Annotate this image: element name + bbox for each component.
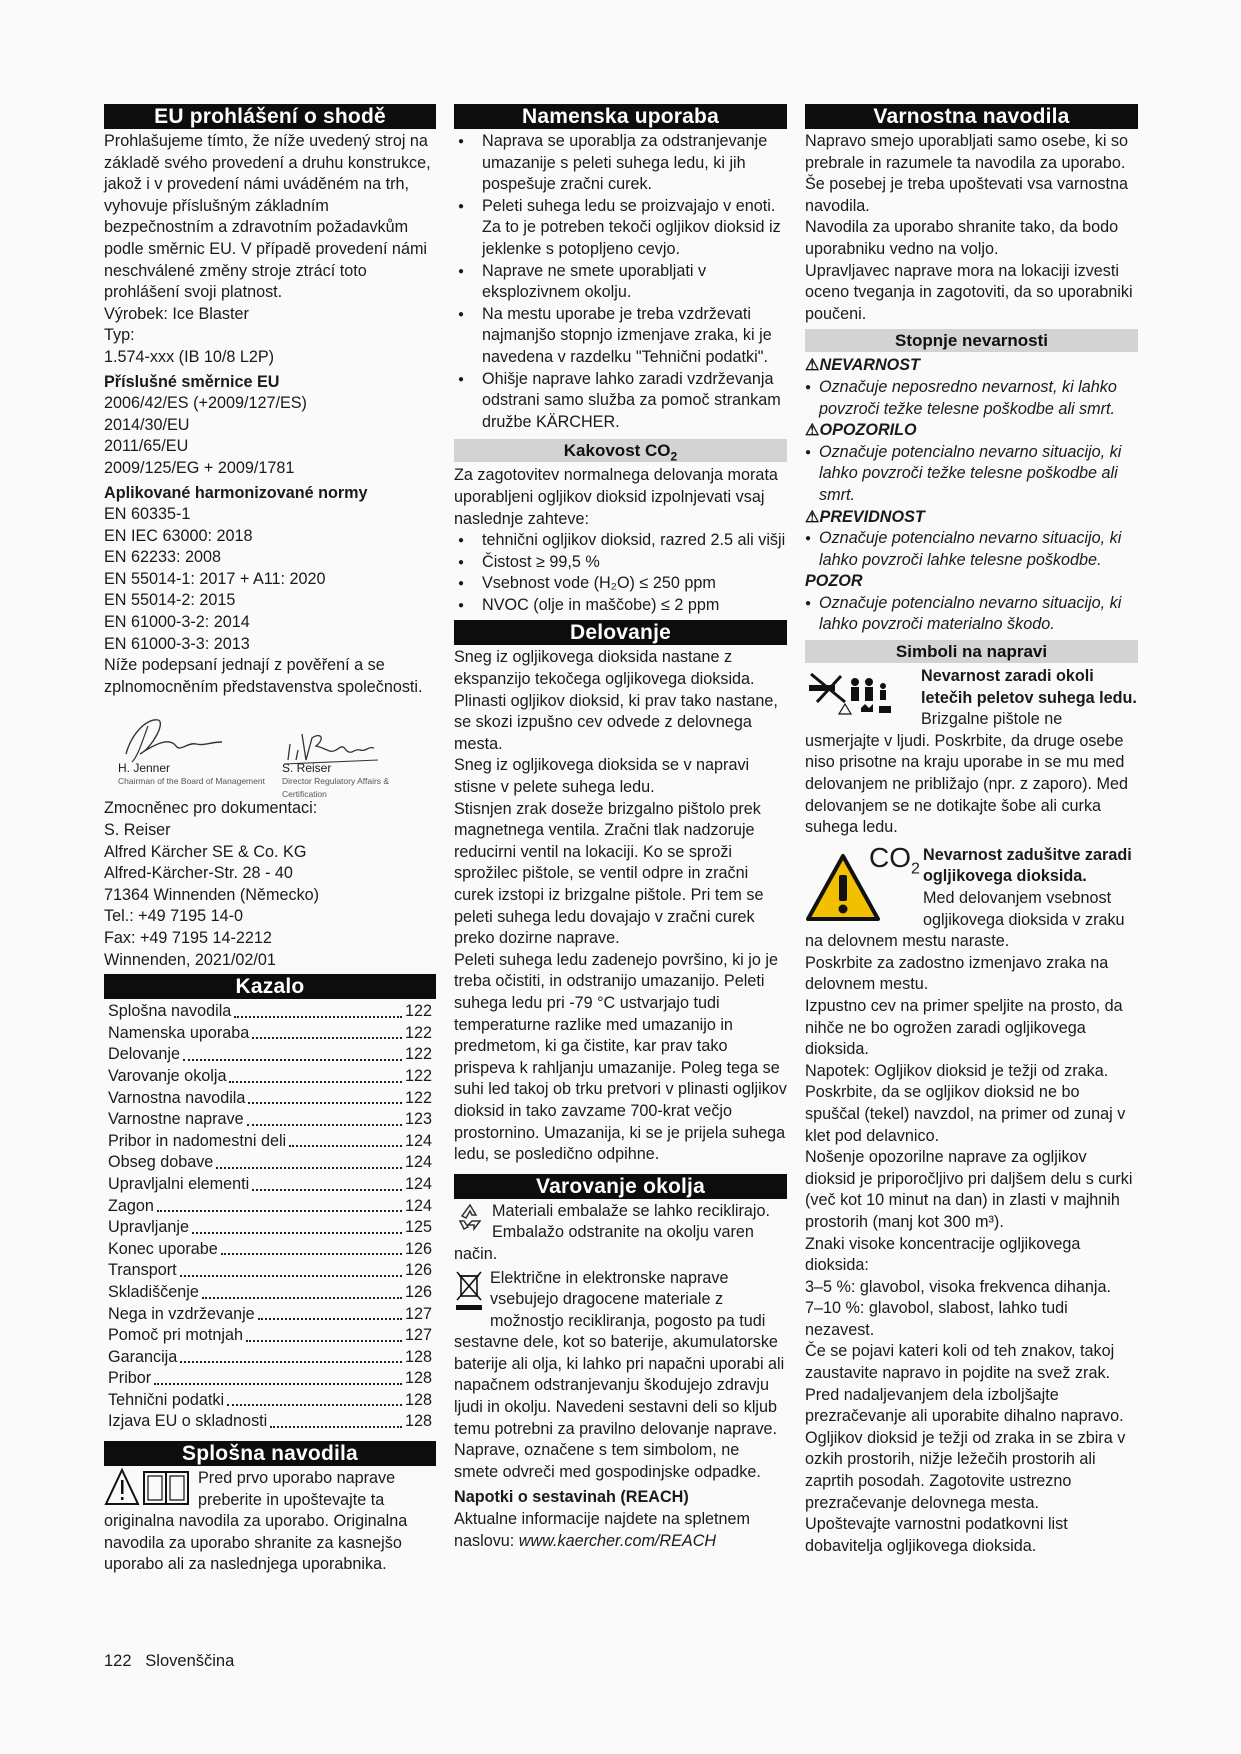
toc-entry-label: Varnostna navodila <box>108 1088 246 1107</box>
toc-entry[interactable] <box>104 1109 436 1131</box>
toc-heading: Kazalo <box>104 974 436 999</box>
toc-entry-page: 126 <box>404 1282 432 1301</box>
directives-heading: Příslušné směrnice EU <box>104 372 280 391</box>
co2-label <box>869 843 920 885</box>
page-footer <box>104 1652 234 1671</box>
product-line: Výrobek: Ice Blaster <box>104 304 249 323</box>
toc-leader-dots <box>221 1253 402 1255</box>
toc-entry[interactable] <box>104 1152 436 1174</box>
column-middle <box>454 104 787 1552</box>
reach-text-label: Aktualne informacije najdete na spletnem naslovu: <box>454 1510 751 1550</box>
co2-quality-item: ● Čistost ≥ 99,5 % <box>454 552 787 574</box>
co2-safety-paragraph: 3–5 %: glavobol, visoka frekvenca dihanja. <box>805 1277 1111 1296</box>
environment-block-2 <box>454 1268 787 1484</box>
directive-item: 2006/42/ES (+2009/127/ES) <box>104 394 307 413</box>
eu-declaration-heading: EU prohlášení o shodě <box>104 104 436 129</box>
norm-item: EN 55014-2: 2015 <box>104 591 236 610</box>
hazard-level-heading <box>805 420 1138 442</box>
flying-pellets-icon <box>805 666 915 716</box>
toc-entry-page: 122 <box>404 1002 432 1021</box>
recycling-icon <box>454 1201 486 1233</box>
norm-item: EN 61000-3-3: 2013 <box>104 634 250 653</box>
toc-entry-label: Transport <box>108 1261 177 1280</box>
toc-entry[interactable] <box>104 1044 436 1066</box>
environment-heading: Varovanje okolja <box>454 1174 787 1199</box>
type-label: Typ: <box>104 326 135 345</box>
toc-leader-dots <box>180 1361 402 1363</box>
type-value: 1.574-xxx (IB 10/8 L2P) <box>104 347 275 366</box>
reach-text <box>454 1509 787 1552</box>
toc-entry-page: 122 <box>404 1045 432 1064</box>
toc-leader-dots <box>289 1145 402 1147</box>
toc-entry-page: 122 <box>404 1088 432 1107</box>
environment-text-2: Električne in elektronske naprave vsebujejo dragocene materiale z možnostjo recikliranja, pogosto pa tudi sestavne dele, kot so baterije, akumulatorske baterije ali olja, ki lahko pri napačni uporabi ali napačnem odstranjevanju škodujejo zdravju ljudi in okolju. Navedeni sestavni deli so kljub temu potrebni za pravilno delovanje naprave. Naprave, označene s tem simbolom, ne smete odvreči med gospodinjske odpadke. <box>454 1268 785 1481</box>
toc-entry-label: Konec uporabe <box>108 1239 218 1258</box>
signer-2-name: S. Reiser <box>282 761 332 776</box>
toc-entry-label: Namenska uporaba <box>108 1023 250 1042</box>
toc-entry-label: Upravljalni elementi <box>108 1174 250 1193</box>
co2-quality-title: Kakovost CO <box>563 441 671 461</box>
hazard-level-name: OPOZORILO <box>819 421 917 440</box>
toc-entry-label: Pomoč pri motnjah <box>108 1326 243 1345</box>
toc-entry[interactable] <box>104 1023 436 1045</box>
general-heading: Splošna navodila <box>104 1441 436 1466</box>
column-left <box>104 104 436 1576</box>
intended-use-item: ● Na mestu uporabe je treba vzdrževati najmanjšo stopnjo izmenjave zraka, ki je navedena v razdelku "Tehnični podatki". <box>454 304 787 369</box>
safety-heading: Varnostna navodila <box>805 104 1138 129</box>
toc-entry-label: Varnostne naprave <box>108 1110 244 1129</box>
toc-entry-label: Pribor in nadomestni deli <box>108 1131 287 1150</box>
symbol-pellets-heading: Nevarnost zaradi okoli letečih peletov suhega ledu. <box>921 667 1137 707</box>
documentation-line: Zmocněnec pro dokumentaci: <box>104 799 318 818</box>
hazard-level-heading <box>805 355 1138 377</box>
toc-entry-page: 127 <box>404 1326 432 1345</box>
hazard-level-text: ● Označuje potencialno nevarno situacijo, ki lahko povzroči materialno škodo. <box>805 593 1138 636</box>
directives-list <box>104 393 436 479</box>
toc-leader-dots <box>258 1318 402 1320</box>
toc-entry-label: Tehnični podatki <box>108 1390 225 1409</box>
norm-item: EN 60335-1 <box>104 505 191 524</box>
symbol-pellets-block <box>805 666 1138 839</box>
co2-safety-paragraph: Znaki visoke koncentracije ogljikovega dioksida: <box>805 1234 1081 1275</box>
warning-triangle-icon: ⚠ <box>805 507 820 526</box>
co2-label-text: CO <box>869 841 911 873</box>
intended-use-item: ● Peleti suhega ledu se proizvajajo v enoti. Za to je potreben tekoči ogljikov dioksid iz jeklenke s potopljeno cevjo. <box>454 196 787 261</box>
toc-leader-dots <box>202 1297 402 1299</box>
toc-leader-dots <box>248 1102 402 1104</box>
documentation-line: Winnenden, 2021/02/01 <box>104 950 276 969</box>
toc-leader-dots <box>246 1340 402 1342</box>
read-manual-icon <box>104 1468 192 1508</box>
co2-safety-paragraph: Upoštevajte varnostni podatkovni list dobavitelja ogljikovega dioksida. <box>805 1515 1068 1555</box>
toc-entry-page: 124 <box>404 1153 432 1172</box>
intended-use-item: ● Naprave ne smete uporabljati v eksplozivnem okolju. <box>454 261 787 304</box>
toc-entry-label: Varovanje okolja <box>108 1066 227 1085</box>
symbol-co2-heading: Nevarnost zadušitve zaradi ogljikovega dioksida. <box>923 845 1132 886</box>
norms-list <box>104 504 436 655</box>
hazard-levels <box>805 355 1138 636</box>
co2-safety-paragraph: Ogljikov dioksid je težji od zraka in se zbira v ozkih prostorih, nižje ležečih prostorih ali zaprtih posodah. Zagotovite ustrezno prezračevanje delovnega mesta. <box>805 1428 1126 1512</box>
hazard-level-name: NEVARNOST <box>819 356 920 375</box>
signer-1 <box>118 762 265 788</box>
intended-use-item: ● Naprava se uporablja za odstranjevanje umazanije s peleti suhega ledu, ki jih pospešuje zračni curek. <box>454 131 787 196</box>
norm-item: EN IEC 63000: 2018 <box>104 526 253 545</box>
toc-entry[interactable] <box>104 1066 436 1088</box>
toc-leader-dots <box>180 1275 402 1277</box>
toc-entry-page: 126 <box>404 1239 432 1258</box>
signer-1-name: H. Jenner <box>118 761 171 776</box>
hazard-level-heading <box>805 507 1138 529</box>
signer-1-role: Chairman of the Board of Management <box>118 776 265 787</box>
page-number: 122 <box>104 1652 132 1670</box>
co2-safety-paragraph: Če se pojavi kateri koli od teh znakov, takoj zaustavite napravo in pojdite na svež zrak. <box>805 1342 1115 1383</box>
co2-quality-intro: Za zagotovitev normalnega delovanja morata uporabljeni ogljikov dioksid izpolnjevati vsaj naslednje zahteve: <box>454 466 778 528</box>
documentation-line: Alfred-Kärcher-Str. 28 - 40 <box>104 864 293 883</box>
toc-entry-page: 122 <box>404 1066 432 1085</box>
toc-entry-label: Skladiščenje <box>108 1282 199 1301</box>
toc-entry[interactable] <box>104 1217 436 1239</box>
operation-paragraph: Peleti suhega ledu zadenejo površino, ki jo je treba očistiti, in odstranijo umazanijo. Peleti suhega ledu pri -79 °C ustvarjajo tudi temperaturne razlike med umazanijo in predmetom, ki ga čistite, kar prav tako prispeva k rahljanju umazanije. Poleg tega se suhi led takoj ob trku pretvori v plinasti ogljikov dioksid in tako zavzame 700-krat večjo prostornino. Umazanija, ki se je prijela suhega ledu, se posledično odpihne. <box>454 950 787 1164</box>
intended-use-heading: Namenska uporaba <box>454 104 787 129</box>
co2-safety-text <box>805 953 1138 1558</box>
co2-quality-item: ● Vsebnost vode (H₂O) ≤ 250 ppm <box>454 573 787 595</box>
toc-leader-dots <box>154 1383 402 1385</box>
signers-note: Níže podepsaní jednají z pověření a se zplnomocněním představenstva společnosti. <box>104 656 423 696</box>
table-of-contents <box>104 1001 436 1433</box>
hazard-level-name: PREVIDNOST <box>819 507 925 526</box>
symbols-heading: Simboli na napravi <box>805 640 1138 663</box>
toc-entry[interactable] <box>104 1001 436 1023</box>
operation-text <box>454 647 787 1165</box>
warning-triangle-icon: ⚠ <box>805 356 820 375</box>
signatures <box>104 712 436 800</box>
safety-text <box>805 131 1138 325</box>
signer-2 <box>282 762 436 801</box>
directive-item: 2011/65/EU <box>104 437 189 456</box>
co2-quality-item: ● NVOC (olje in maščobe) ≤ 2 ppm <box>454 595 787 617</box>
toc-entry[interactable] <box>104 1174 436 1196</box>
operation-paragraph: Sneg iz ogljikovega dioksida se v napravi stisne v pelete suhega ledu. <box>454 756 750 797</box>
co2-quality-item: ● tehnični ogljikov dioksid, razred 2.5 ali višji <box>454 530 787 552</box>
toc-entry-page: 122 <box>404 1023 432 1042</box>
toc-entry-label: Delovanje <box>108 1045 180 1064</box>
toc-entry-label: Obseg dobave <box>108 1153 214 1172</box>
signature-jenner <box>118 712 238 764</box>
toc-entry-page: 124 <box>404 1174 432 1193</box>
norm-item: EN 62233: 2008 <box>104 548 222 567</box>
toc-leader-dots <box>252 1189 402 1191</box>
reach-heading: Napotki o sestavinah (REACH) <box>454 1488 689 1507</box>
toc-entry-page: 128 <box>404 1347 432 1366</box>
column-right <box>805 104 1138 1557</box>
environment-block-1 <box>454 1201 787 1266</box>
eu-intro: Prohlašujeme tímto, že níže uvedený stroj na základě svého provedení a druhu konstrukce, jakož i v provedení námi uváděném na trh, vyhovuje příslušným základním bezpečnostním a zdravotním požadavkům podle směrnic EU. V případě provedení námi neschválené změny stroje ztrácí toto prohlášení svoji platnost. <box>104 132 431 302</box>
toc-leader-dots <box>229 1081 402 1083</box>
norm-item: EN 55014-1: 2017 + A11: 2020 <box>104 569 326 588</box>
toc-leader-dots <box>234 1016 402 1018</box>
toc-entry-label: Izjava EU o skladnosti <box>108 1412 268 1431</box>
hazard-level-text: ● Označuje neposredno nevarnost, ki lahko povzroči težke telesne poškodbe ali smrt. <box>805 377 1138 420</box>
toc-leader-dots <box>192 1232 402 1234</box>
hazard-levels-heading: Stopnje nevarnosti <box>805 329 1138 352</box>
toc-entry[interactable] <box>104 1304 436 1326</box>
toc-entry[interactable] <box>104 1196 436 1218</box>
toc-entry[interactable] <box>104 1088 436 1110</box>
co2-quality-subscript: 2 <box>670 449 678 464</box>
safety-paragraph: Napravo smejo uporabljati samo osebe, ki so prebrale in razumele ta navodila za uporabo. Še posebej je treba upoštevati vsa varnostna navodila. <box>805 132 1129 215</box>
toc-entry[interactable] <box>104 1411 436 1433</box>
toc-leader-dots <box>183 1059 402 1061</box>
hazard-level-text: ● Označuje potencialno nevarno situacijo, ki lahko povzroči lahke telesne poškodbe. <box>805 528 1138 571</box>
co2-safety-paragraph: Napotek: Ogljikov dioksid je težji od zraka. Poskrbite, da se ogljikov dioksid ne bo spuščal (tekel) navzdol, na primer od zunaj v klet pod delavnico. <box>805 1061 1126 1145</box>
toc-entry[interactable] <box>104 1390 436 1412</box>
safety-paragraph: Navodila za uporabo shranite tako, da bodo uporabniku vedno na voljo. <box>805 218 1119 258</box>
general-text: Pred prvo uporabo naprave preberite in upoštevajte ta originalna navodila za uporabo. Originalna navodila za uporabo shranite za kasnejšo uporabo ali za naslednjega uporabnika. <box>104 1469 408 1574</box>
toc-entry[interactable] <box>104 1239 436 1261</box>
toc-entry[interactable] <box>104 1260 436 1282</box>
documentation-line: Tel.: +49 7195 14-0 <box>104 907 244 926</box>
directive-item: 2014/30/EU <box>104 415 190 434</box>
documentation-representative <box>104 798 436 971</box>
footer-language: Slovenščina <box>145 1652 235 1670</box>
general-block <box>104 1468 436 1576</box>
signer-2-role: Director Regulatory Affairs & Certification <box>282 776 390 800</box>
documentation-line: 71364 Winnenden (Německo) <box>104 885 320 904</box>
co2-warning-symbol <box>805 841 920 931</box>
operation-paragraph: Stisnjen zrak doseže brizgalno pištolo prek magnetnega ventila. Zračni tlak nadzoruje reducirni ventil na lokaciji. Ko se sproži sprožilec pištole, se ventil odpre in zračni curek izstopi iz brizgalne pištole. Pri tem se peleti suhega ledu dovajajo v zračni curek preko dozirne naprave. <box>454 799 764 948</box>
toc-entry-page: 124 <box>404 1196 432 1215</box>
documentation-line: S. Reiser <box>104 821 171 840</box>
co2-label-subscript: 2 <box>911 860 920 878</box>
toc-entry-page: 124 <box>404 1131 432 1150</box>
toc-leader-dots <box>270 1426 402 1428</box>
toc-leader-dots <box>227 1404 402 1406</box>
environment-text-1: Materiali embalaže se lahko reciklirajo. Embalažo odstranite na okolju varen način. <box>454 1201 771 1263</box>
toc-entry-label: Pribor <box>108 1369 152 1388</box>
toc-entry[interactable] <box>104 1282 436 1304</box>
symbol-co2-text: Med delovanjem vsebnost ogljikovega dioksida v zraku na delovnem mestu naraste. <box>805 889 1125 951</box>
toc-leader-dots <box>252 1037 402 1039</box>
operation-heading: Delovanje <box>454 620 787 645</box>
toc-entry[interactable] <box>104 1131 436 1153</box>
toc-entry-page: 125 <box>404 1218 432 1237</box>
co2-quality-list <box>454 530 787 616</box>
co2-quality-heading <box>454 439 787 462</box>
operation-paragraph: Sneg iz ogljikovega dioksida nastane z ekspanzijo tekočega ogljikovega dioksida. Plinasti ogljikov dioksid, ki prav tako nastane, se skozi izpušno cev odvede z delovnega mesta. <box>454 648 778 753</box>
norm-item: EN 61000-3-2: 2014 <box>104 613 250 632</box>
toc-entry-label: Upravljanje <box>108 1218 189 1237</box>
toc-entry-label: Zagon <box>108 1196 154 1215</box>
safety-paragraph: Upravljavec naprave mora na lokaciji izvesti oceno tveganja in zagotoviti, da so uporabniki poučeni. <box>805 261 1133 323</box>
co2-safety-paragraph: Nošenje opozorilne naprave za ogljikov dioksid je priporočljivo pri daljšem delu s curki (več kot 10 minut na dan) in zlasti v majhnih prostorih (manj kot 300 m³). <box>805 1148 1133 1231</box>
co2-safety-paragraph: Poskrbite za zadostno izmenjavo zraka na delovnem mestu. <box>805 953 1109 994</box>
toc-entry-page: 128 <box>404 1369 432 1388</box>
co2-safety-paragraph: 7–10 %: glavobol, slabost, lahko tudi nezavest. <box>805 1299 1068 1339</box>
toc-entry-page: 127 <box>404 1304 432 1323</box>
co2-safety-paragraph: Pred nadaljevanjem dela izboljšajte prezračevanje ali uporabite dihalno napravo. <box>805 1385 1124 1426</box>
toc-entry-label: Garancija <box>108 1347 178 1366</box>
toc-entry[interactable] <box>104 1325 436 1347</box>
toc-leader-dots <box>157 1210 402 1212</box>
hazard-level-text: ● Označuje potencialno nevarno situacijo, ki lahko povzroči težke telesne poškodbe ali smrt. <box>805 442 1138 507</box>
hazard-level-heading <box>805 571 1138 593</box>
directive-item: 2009/125/EG + 2009/1781 <box>104 458 295 477</box>
norms-heading: Aplikované harmonizované normy <box>104 483 368 502</box>
crossed-bin-icon <box>454 1268 484 1312</box>
toc-entry[interactable] <box>104 1368 436 1390</box>
toc-entry-page: 128 <box>404 1412 432 1431</box>
toc-leader-dots <box>216 1167 402 1169</box>
hazard-level-name: POZOR <box>805 572 863 591</box>
toc-entry-page: 126 <box>404 1261 432 1280</box>
toc-entry-page: 128 <box>404 1390 432 1409</box>
documentation-line: Alfred Kärcher SE & Co. KG <box>104 842 307 861</box>
symbol-pellets-text: Brizgalne pištole ne usmerjajte v ljudi. Poskrbite, da druge osebe niso prisotne na kraju uporabe in se mu med delovanjem ne približajo (npr. z zaporo). Med delovanjem se ne dotikajte šobe ali curka suhega ledu. <box>805 710 1129 837</box>
toc-leader-dots <box>247 1124 402 1126</box>
toc-entry-page: 123 <box>404 1110 432 1129</box>
toc-entry[interactable] <box>104 1347 436 1369</box>
intended-use-item: ● Ohišje naprave lahko zaradi vzdrževanja odstrani samo služba za pomoč strankam družbe KÄRCHER. <box>454 369 787 434</box>
documentation-line: Fax: +49 7195 14-2212 <box>104 929 272 947</box>
reach-link[interactable]: www.kaercher.com/REACH <box>518 1531 717 1550</box>
co2-safety-paragraph: Izpustno cev na primer speljite na prosto, da nihče ne bo ogrožen zaradi ogljikovega dioksida. <box>805 996 1123 1059</box>
symbol-co2-block <box>805 841 1138 953</box>
warning-triangle-icon: ⚠ <box>805 421 820 440</box>
intended-use-list <box>454 131 787 433</box>
toc-entry-label: Splošna navodila <box>108 1002 232 1021</box>
toc-entry-label: Nega in vzdrževanje <box>108 1304 255 1323</box>
